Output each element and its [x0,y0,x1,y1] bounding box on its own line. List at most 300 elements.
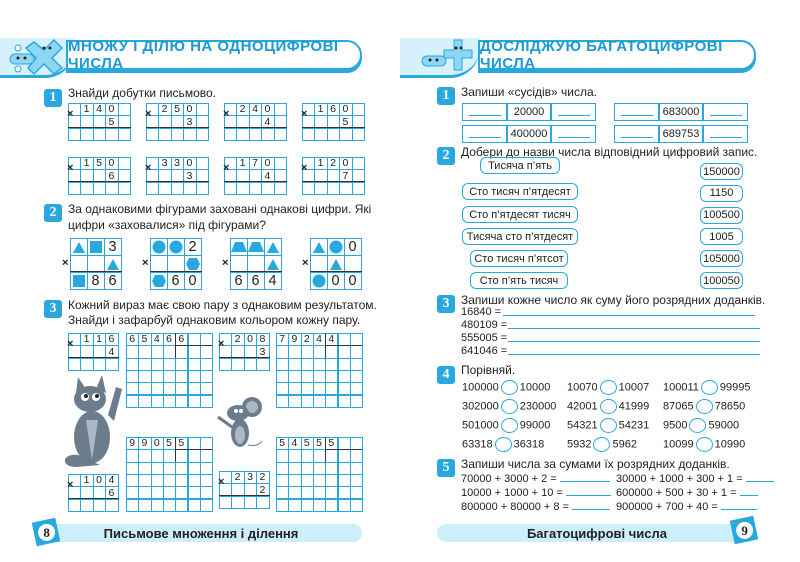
grid-cell[interactable] [325,370,338,383]
number-value-pill[interactable]: 100500 [700,207,743,224]
grid-cell[interactable] [93,182,106,195]
grid-cell[interactable] [313,345,326,358]
grid-cell[interactable] [175,462,188,475]
grid-cell[interactable] [350,449,363,462]
grid-cell[interactable] [327,128,340,141]
grid-cell[interactable] [302,128,315,141]
grid-cell[interactable] [175,474,188,487]
grid-cell[interactable] [138,395,151,408]
grid-cell[interactable] [200,462,213,475]
sum-equation [461,500,610,513]
grid-cell[interactable] [236,182,249,195]
grid-cell[interactable] [256,496,269,509]
grid-cell[interactable] [200,358,213,371]
grid-cell[interactable] [163,382,176,395]
division-grid[interactable] [276,333,362,407]
grid-cell[interactable] [325,345,338,358]
multiplication-grid[interactable] [68,474,118,511]
grid-cell[interactable] [188,449,201,462]
grid-cell[interactable] [339,128,352,141]
grid-cell[interactable] [175,382,188,395]
grid-cell[interactable] [200,499,213,512]
grid-cell[interactable] [224,182,237,195]
grid-cell[interactable] [126,499,139,512]
grid-cell[interactable] [80,128,93,141]
neighbour-answer-box[interactable] [614,103,659,121]
grid-cell[interactable] [325,382,338,395]
comparison-circle[interactable] [501,380,518,395]
grid-cell[interactable] [188,370,201,383]
number-name-pill[interactable]: Сто тисяч п’ятсот [470,250,568,267]
grid-cell[interactable] [350,382,363,395]
grid-cell[interactable] [276,370,289,383]
grid-cell[interactable] [313,499,326,512]
grid-cell[interactable] [105,499,118,512]
grid-cell[interactable] [301,499,314,512]
grid-cell[interactable] [276,358,289,371]
grid-cell[interactable] [138,462,151,475]
multiply-sign: × [302,256,309,269]
grid-cell[interactable] [224,128,237,141]
grid-cell[interactable] [68,499,81,512]
grid-cell[interactable] [261,182,274,195]
answer-line[interactable] [746,472,774,482]
answer-line[interactable] [566,486,611,496]
grid-cell[interactable] [249,128,262,141]
grid-cell[interactable] [350,499,363,512]
multiplication-grid[interactable] [219,471,269,508]
multiplication-grid[interactable] [146,103,208,140]
multiplication-grid[interactable] [224,103,286,140]
digit: 2 [234,333,241,346]
grid-cell[interactable] [171,128,184,141]
number-value-pill[interactable]: 100050 [700,272,743,289]
grid-cell[interactable] [200,474,213,487]
grid-cell[interactable] [188,382,201,395]
number-value-pill[interactable]: 105000 [700,250,743,267]
grid-cell[interactable] [200,345,213,358]
grid-cell[interactable] [118,182,131,195]
grid-cell[interactable] [93,358,106,371]
digit: 0 [186,157,193,170]
number-value-pill[interactable]: 1005 [700,228,743,245]
number-name-pill[interactable]: Сто п’ятдесят тисяч [462,206,578,223]
grid-cell[interactable] [175,370,188,383]
grid-cell[interactable] [196,103,209,116]
grid-cell[interactable] [126,474,139,487]
grid-cell[interactable] [274,182,287,195]
grid-cell[interactable] [200,382,213,395]
grid-cell[interactable] [188,462,201,475]
digit: 2 [239,103,246,116]
grid-cell[interactable] [80,499,93,512]
grid-cell[interactable] [338,395,351,408]
comparison-circle[interactable] [696,437,713,452]
grid-cell[interactable] [313,462,326,475]
grid-cell[interactable] [138,499,151,512]
answer-line[interactable] [503,315,755,316]
grid-cell[interactable] [350,486,363,499]
grid-cell[interactable] [313,370,326,383]
grid-cell[interactable] [118,128,131,141]
grid-cell[interactable] [200,370,213,383]
neighbour-answer-box[interactable] [614,125,659,143]
grid-cell[interactable] [188,486,201,499]
multiplication-grid[interactable] [68,333,118,370]
grid-cell[interactable] [313,449,326,462]
puzzle-grid[interactable] [302,238,361,289]
grid-cell[interactable] [350,358,363,371]
left-number: 63318 [462,438,493,451]
grid-cell[interactable] [126,449,139,462]
grid-cell[interactable] [138,382,151,395]
comparison-circle[interactable] [600,380,617,395]
grid-cell[interactable] [350,345,363,358]
grid-cell[interactable] [261,128,274,141]
grid-cell[interactable] [171,182,184,195]
grid-cell[interactable] [276,395,289,408]
grid-cell[interactable] [105,358,118,371]
multiply-sign: × [67,337,74,350]
grid-cell[interactable] [188,437,201,450]
grid-cell[interactable] [244,496,257,509]
comparison-circle[interactable] [593,437,610,452]
number-name-pill[interactable]: Сто п’ять тисяч [470,272,568,289]
multiplication-grid[interactable] [146,157,208,194]
grid-cell[interactable] [352,182,365,195]
neighbour-answer-box[interactable] [703,125,748,143]
division-grid[interactable] [276,437,362,511]
grid-cell[interactable] [302,182,315,195]
grid-cell[interactable] [325,358,338,371]
grid-cell[interactable] [338,486,351,499]
grid-cell[interactable] [163,499,176,512]
grid-cell[interactable] [274,128,287,141]
grid-cell[interactable] [350,395,363,408]
grid-cell[interactable] [352,103,365,116]
grid-cell[interactable] [151,370,164,383]
answer-line[interactable] [572,500,610,510]
number-label: 480109 = [461,319,508,331]
grid-cell[interactable] [288,486,301,499]
grid-cell[interactable] [68,128,81,141]
grid-cell[interactable] [274,157,287,170]
grid-cell[interactable] [158,128,171,141]
comparison-circle[interactable] [701,380,718,395]
grid-cell[interactable] [126,358,139,371]
grid-cell[interactable] [325,462,338,475]
multiplication-grid[interactable] [302,157,364,194]
grid-cell[interactable] [313,486,326,499]
grid-cell[interactable] [244,358,257,371]
grid-cell[interactable] [276,486,289,499]
grid-cell[interactable] [151,382,164,395]
grid-cell[interactable] [301,382,314,395]
grid-cell[interactable] [200,395,213,408]
grid-cell[interactable] [158,182,171,195]
answer-line[interactable] [740,486,758,496]
comparison-circle[interactable] [501,399,518,414]
grid-cell[interactable] [151,345,164,358]
grid-cell[interactable] [126,382,139,395]
grid-cell[interactable] [301,474,314,487]
grid-cell[interactable] [80,182,93,195]
grid-cell[interactable] [175,449,188,462]
result-line [302,127,365,128]
grid-cell[interactable] [288,370,301,383]
comparison-circle[interactable] [696,399,713,414]
grid-cell[interactable] [350,437,363,450]
grid-cell[interactable] [188,345,201,358]
digit: 2 [303,333,310,345]
grid-cell[interactable] [288,449,301,462]
grid-cell[interactable] [196,157,209,170]
grid-cell[interactable] [151,486,164,499]
division-grid[interactable] [126,333,212,407]
right-number: 99995 [719,381,751,394]
digit: 0 [331,272,340,289]
grid-cell[interactable] [93,499,106,512]
neighbour-answer-box[interactable] [462,103,507,121]
grid-cell[interactable] [301,358,314,371]
grid-cell[interactable] [313,382,326,395]
grid-cell[interactable] [126,345,139,358]
grid-cell[interactable] [276,449,289,462]
comparison-circle[interactable] [689,418,706,433]
digit: 7 [252,157,258,170]
grid-cell[interactable] [288,499,301,512]
hexagon-icon [150,272,167,289]
number-name-pill[interactable]: Тисяча п’ять [480,157,560,174]
grid-cell[interactable] [325,499,338,512]
grid-cell[interactable] [276,499,289,512]
grid-cell[interactable] [301,370,314,383]
grid-cell[interactable] [276,382,289,395]
grid-cell[interactable] [301,449,314,462]
answer-line[interactable] [560,472,610,482]
number-value-pill[interactable]: 150000 [700,163,743,180]
division-grid[interactable] [126,437,212,511]
multiplication-grid[interactable] [68,103,130,140]
grid-cell[interactable] [188,333,201,346]
neighbour-answer-box[interactable] [551,125,596,143]
grid-cell[interactable] [338,370,351,383]
grid-cell[interactable] [200,486,213,499]
grid-cell[interactable] [314,182,327,195]
grid-cell[interactable] [68,182,81,195]
grid-cell[interactable] [276,462,289,475]
puzzle-grid[interactable] [62,238,121,289]
grid-cell[interactable] [163,370,176,383]
grid-cell[interactable] [338,345,351,358]
grid-cell[interactable] [338,333,351,346]
grid-cell[interactable] [313,358,326,371]
grid-cell[interactable] [350,333,363,346]
grid-cell[interactable] [231,496,244,509]
digit: 4 [316,333,322,345]
grid-cell[interactable] [126,462,139,475]
grid-cell[interactable] [276,345,289,358]
grid-cell[interactable] [175,395,188,408]
grid-cell[interactable] [163,358,176,371]
grid-cell[interactable] [352,128,365,141]
grid-cell[interactable] [126,395,139,408]
grid-cell[interactable] [301,345,314,358]
grid-cell[interactable] [338,499,351,512]
grid-cell[interactable] [301,462,314,475]
grid-cell[interactable] [163,395,176,408]
grid-cell[interactable] [339,182,352,195]
grid-cell[interactable] [105,128,118,141]
comparison-circle[interactable] [501,418,518,433]
grid-cell[interactable] [200,333,213,346]
grid-cell[interactable] [350,370,363,383]
multiplication-grid[interactable] [224,157,286,194]
grid-cell[interactable] [325,486,338,499]
digit: 6 [129,333,136,345]
answer-line[interactable] [721,500,757,510]
grid-cell[interactable] [175,486,188,499]
puzzle-grid[interactable] [142,238,201,289]
grid-cell[interactable] [138,370,151,383]
grid-cell[interactable] [126,370,139,383]
grid-cell[interactable] [183,182,196,195]
grid-cell[interactable] [338,449,351,462]
grid-cell[interactable] [188,499,201,512]
grid-cell[interactable] [163,449,176,462]
grid-cell[interactable] [118,157,131,170]
grid-cell[interactable] [183,128,196,141]
result-line [68,127,131,128]
grid-cell[interactable] [151,449,164,462]
grid-cell[interactable] [151,462,164,475]
grid-cell[interactable] [151,499,164,512]
comparison-circle[interactable] [600,399,617,414]
grid-cell[interactable] [219,358,232,371]
answer-line[interactable] [508,354,760,355]
number-value-pill[interactable]: 1150 [700,185,743,202]
grid-cell[interactable] [196,128,209,141]
grid-cell[interactable] [236,128,249,141]
multiply-sign: × [301,107,308,120]
grid-cell[interactable] [175,345,188,358]
grid-cell[interactable] [146,182,159,195]
grid-cell[interactable] [151,395,164,408]
grid-cell[interactable] [175,499,188,512]
digit: 4 [268,272,277,289]
grid-cell[interactable] [151,358,164,371]
grid-cell[interactable] [126,486,139,499]
grid-cell[interactable] [325,449,338,462]
neighbour-answer-box[interactable] [551,103,596,121]
grid-cell[interactable] [350,462,363,475]
grid-cell[interactable] [249,182,262,195]
grid-cell[interactable] [138,358,151,371]
grid-cell[interactable] [338,382,351,395]
grid-cell[interactable] [352,157,365,170]
grid-cell[interactable] [314,128,327,141]
equation-text: 900000 + 700 + 40 = [616,501,718,513]
digit: 0 [188,272,197,289]
neighbour-answer-box[interactable] [462,125,507,143]
grid-cell[interactable] [301,395,314,408]
grid-cell[interactable] [338,358,351,371]
multiplication-grid[interactable] [219,333,269,370]
grid-cell[interactable] [188,358,201,371]
triangle-icon [264,255,281,272]
grid-cell[interactable] [93,128,106,141]
grid-cell[interactable] [288,382,301,395]
grid-cell[interactable] [138,474,151,487]
grid-cell[interactable] [276,474,289,487]
grid-cell[interactable] [146,128,159,141]
grid-cell[interactable] [288,474,301,487]
grid-cell[interactable] [138,345,151,358]
grid-cell[interactable] [188,474,201,487]
grid-cell[interactable] [327,182,340,195]
grid-cell[interactable] [138,486,151,499]
grid-cell[interactable] [219,496,232,509]
grid-cell[interactable] [256,358,269,371]
answer-line[interactable] [508,341,760,342]
grid-cell[interactable] [200,449,213,462]
grid-cell[interactable] [163,486,176,499]
grid-cell[interactable] [338,474,351,487]
grid-cell[interactable] [313,395,326,408]
grid-cell[interactable] [288,395,301,408]
grid-cell[interactable] [288,358,301,371]
grid-cell[interactable] [338,462,351,475]
grid-cell[interactable] [301,486,314,499]
grid-cell[interactable] [288,462,301,475]
number-name-pill[interactable]: Тисяча сто п’ятдесят [462,228,578,245]
task-text: Знайди і зафарбуй однаковим кольором кожну пару. [68,313,361,327]
grid-cell[interactable] [313,474,326,487]
grid-cell[interactable] [196,182,209,195]
grid-cell[interactable] [151,474,164,487]
grid-cell[interactable] [325,395,338,408]
multiply-sign: × [222,256,229,269]
grid-cell[interactable] [288,345,301,358]
digit: 5 [303,437,310,449]
grid-cell[interactable] [274,103,287,116]
grid-cell[interactable] [188,395,201,408]
digit: 5 [141,333,148,345]
grid-cell[interactable] [163,474,176,487]
grid-cell[interactable] [68,358,81,371]
grid-cell[interactable] [350,474,363,487]
grid-cell[interactable] [80,358,93,371]
grid-cell[interactable] [175,358,188,371]
grid-cell[interactable] [163,462,176,475]
grid-cell[interactable] [105,182,118,195]
grid-cell[interactable] [118,103,131,116]
grid-cell[interactable] [138,449,151,462]
grid-cell[interactable] [200,437,213,450]
multiplication-grid[interactable] [302,103,364,140]
neighbour-answer-box[interactable] [703,103,748,121]
number-name-pill[interactable]: Сто тисяч п’ятдесят [462,183,578,200]
answer-line[interactable] [508,328,760,329]
multiplication-grid[interactable] [68,157,130,194]
puzzle-grid[interactable] [222,238,281,289]
comparison-circle[interactable] [495,437,512,452]
grid-cell[interactable] [325,474,338,487]
grid-cell[interactable] [231,358,244,371]
grid-cell[interactable] [338,437,351,450]
comparison-circle[interactable] [600,418,617,433]
grid-cell[interactable] [163,345,176,358]
